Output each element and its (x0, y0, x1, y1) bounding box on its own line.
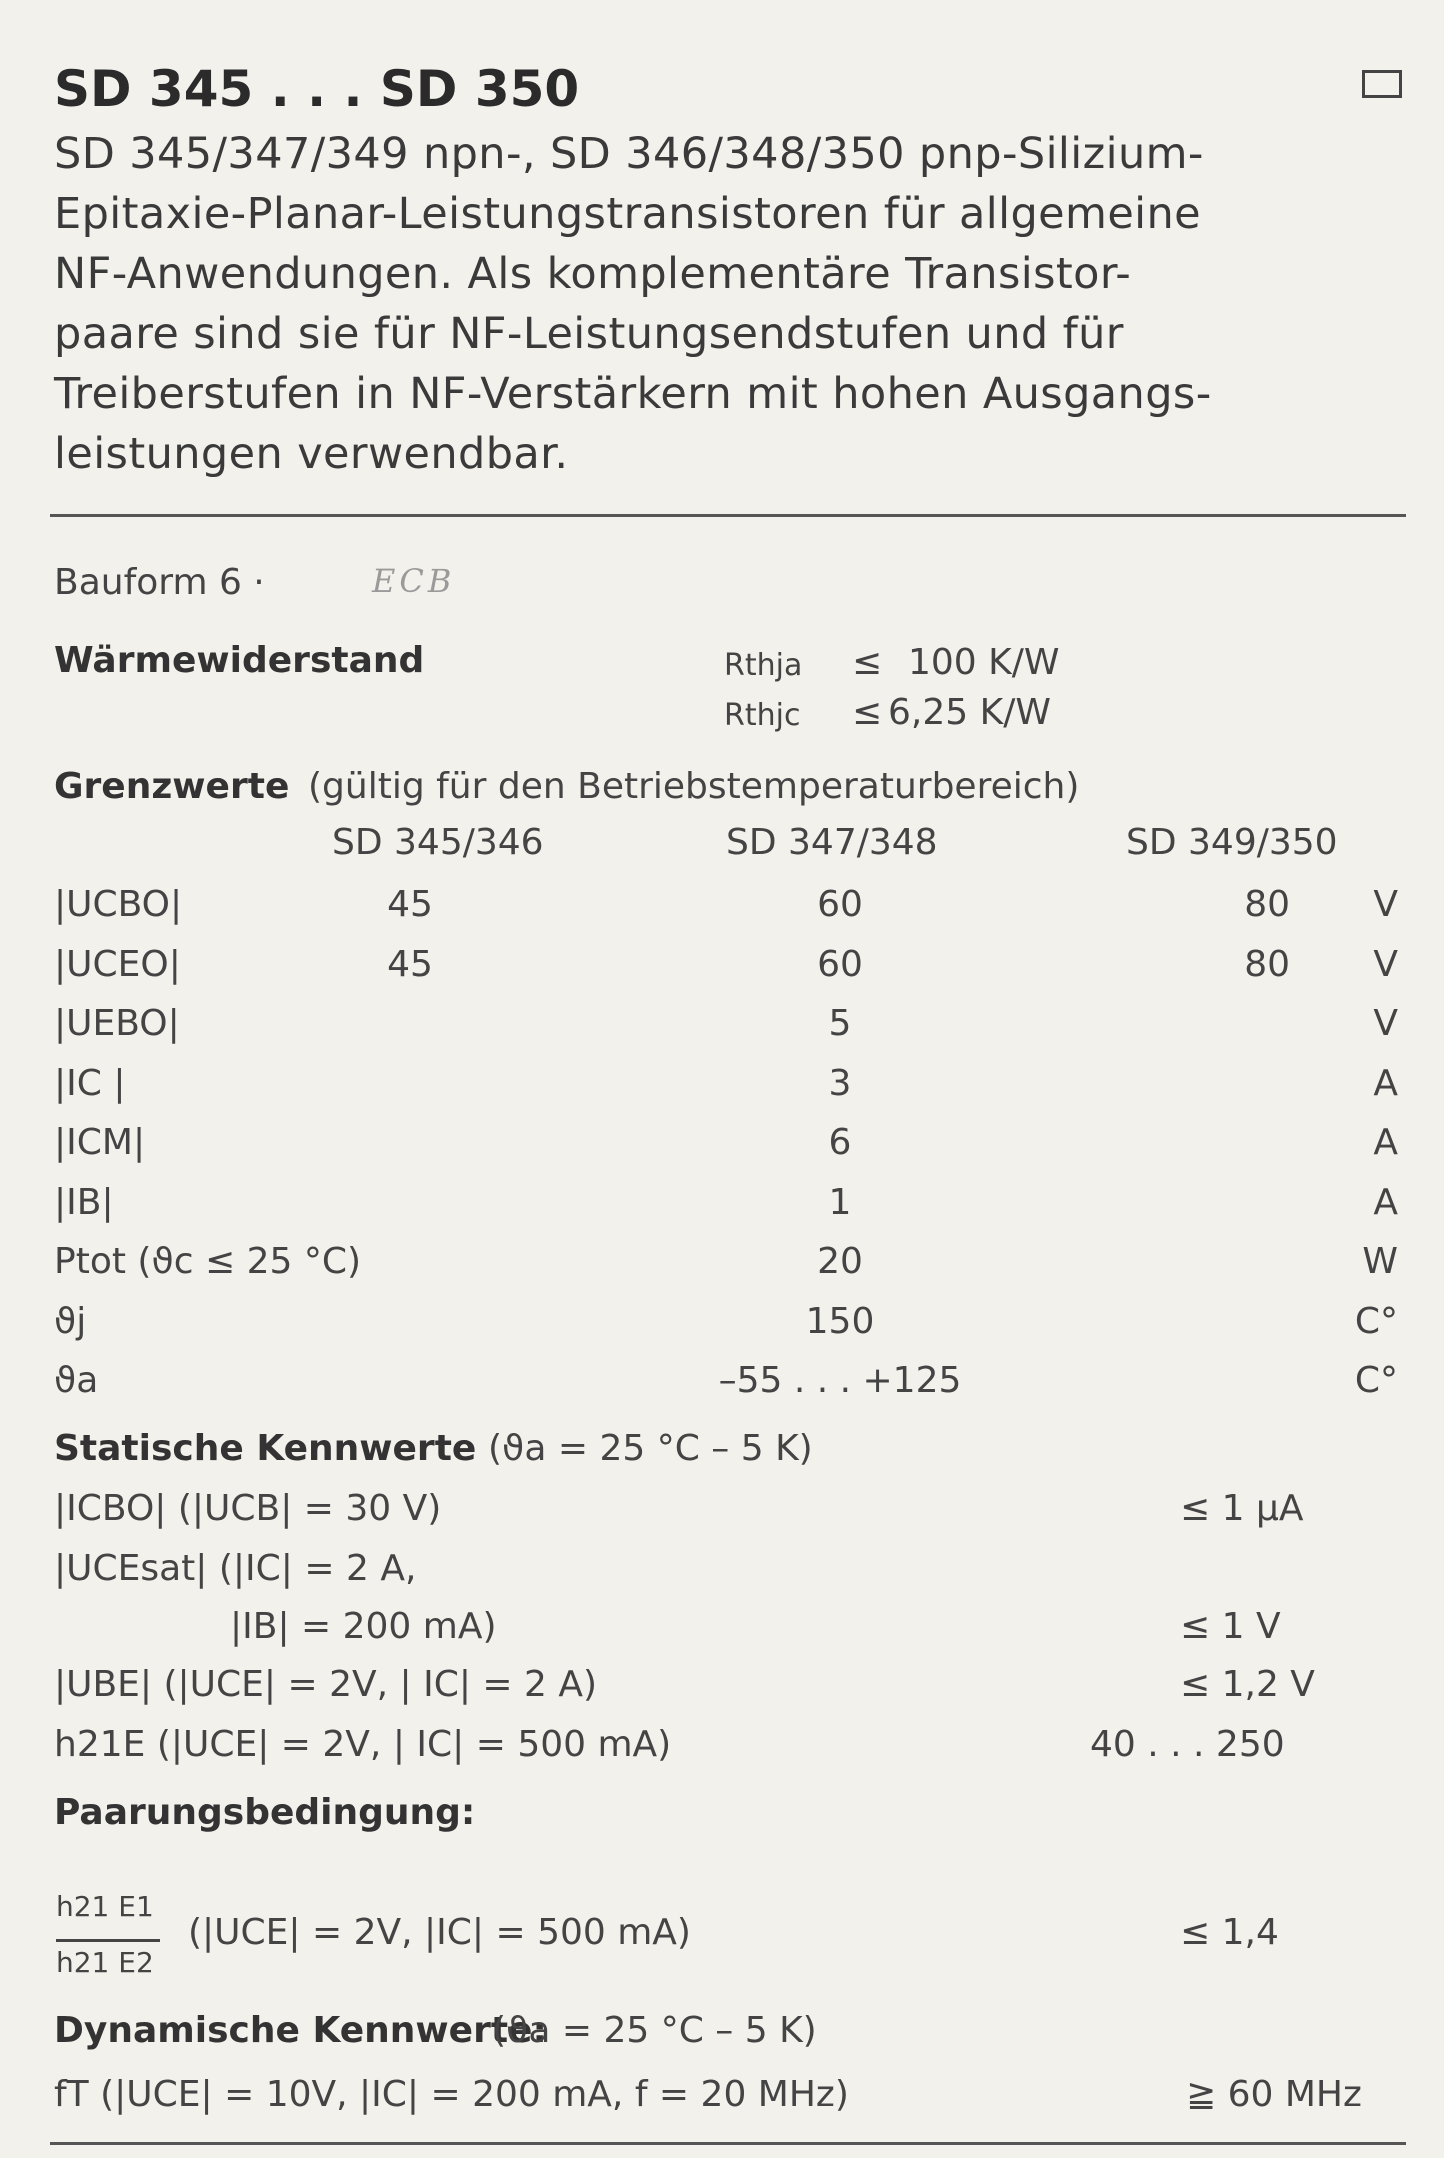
rthja-symbol: Rthja (724, 648, 803, 683)
static-row-param: |ICBO| (|UCB| = 30 V) (54, 1488, 442, 1529)
intro-line: SD 345/347/349 npn-, SD 346/348/350 pnp-Silizium- (54, 129, 1204, 179)
dynamic-heading: Dynamische Kennwerte: (54, 2010, 547, 2051)
limit-value-347-348: 5 (828, 1003, 852, 1044)
static-row-value: ≤ 1,2 V (1180, 1664, 1315, 1705)
bauform-handwritten-note: ECB (372, 562, 456, 600)
rthjc-relation: ≤ (852, 692, 883, 733)
pairing-value: ≤ 1,4 (1180, 1912, 1279, 1953)
dynamic-row-param: fT (|UCE| = 10V, |IC| = 200 mA, f = 20 MHz) (54, 2074, 849, 2115)
column-header: SD 345/346 (332, 822, 544, 863)
dynamic-row-value: ≧ 60 MHz (1186, 2074, 1362, 2115)
intro-line: leistungen verwendbar. (54, 429, 569, 479)
limit-value-347-348: 20 (817, 1241, 863, 1282)
static-row-value: ≤ 1 V (1180, 1606, 1281, 1647)
limit-unit: A (1373, 1182, 1398, 1223)
limit-value-349-350: 80 (1244, 884, 1290, 925)
pairing-heading: Paarungsbedingung: (54, 1792, 476, 1833)
rthjc-value: 6,25 K/W (888, 692, 1051, 733)
limit-value-349-350: 80 (1244, 944, 1290, 985)
intro-line: NF-Anwendungen. Als komplementäre Transistor- (54, 249, 1132, 299)
static-row-param: h21E (|UCE| = 2V, | IC| = 500 mA) (54, 1724, 672, 1765)
limit-unit: V (1373, 884, 1398, 925)
intro-line: Epitaxie-Planar-Leistungstransistoren für allgemeine (54, 189, 1202, 239)
intro-paragraph (54, 124, 1409, 484)
bauform-label: Bauform 6 · (54, 562, 265, 603)
limit-param: ϑa (54, 1360, 99, 1401)
column-header: SD 349/350 (1126, 822, 1338, 863)
limit-value-347-348: 6 (828, 1122, 852, 1163)
static-row-param: |UBE| (|UCE| = 2V, | IC| = 2 A) (54, 1664, 598, 1705)
limit-unit: C° (1354, 1360, 1398, 1401)
column-header: SD 347/348 (726, 822, 938, 863)
rthjc-symbol: Rthjc (724, 698, 801, 733)
pairing-condition: (|UCE| = 2V, |IC| = 500 mA) (188, 1912, 691, 1953)
static-row-param: |UCEsat| (|IC| = 2 A, (54, 1548, 417, 1589)
fraction-bar (56, 1939, 160, 1942)
pairing-numerator: h21 E1 (56, 1890, 154, 1923)
limit-value-345-346: 45 (387, 884, 433, 925)
limit-value-347-348: 1 (828, 1182, 852, 1223)
intro-line: Treiberstufen in NF-Verstärkern mit hohen Ausgangs- (54, 369, 1212, 419)
limit-unit: A (1373, 1063, 1398, 1104)
limit-unit: V (1373, 944, 1398, 985)
limit-value-347-348: 3 (828, 1063, 852, 1104)
pairing-denominator: h21 E2 (56, 1946, 154, 1979)
limit-param: ϑj (54, 1301, 87, 1342)
dynamic-condition: (ϑa = 25 °C – 5 K) (492, 2010, 817, 2051)
thermal-heading: Wärmewiderstand (54, 640, 425, 681)
page-title: SD 345 . . . SD 350 (54, 60, 580, 118)
limit-param: |IC | (54, 1063, 126, 1104)
limit-value-347-348: 60 (817, 944, 863, 985)
static-heading: Statische Kennwerte (54, 1428, 477, 1469)
limit-unit: V (1373, 1003, 1398, 1044)
limit-param: |UCBO| (54, 884, 183, 925)
checkbox-square-icon (1362, 70, 1402, 98)
rthja-value: 100 K/W (908, 642, 1060, 683)
limit-unit: W (1362, 1241, 1398, 1282)
static-row-param: |IB| = 200 mA) (230, 1606, 497, 1647)
divider-bottom (50, 2142, 1406, 2145)
limit-param: Ptot (ϑc ≤ 25 °C) (54, 1241, 362, 1282)
intro-line: paare sind sie für NF-Leistungsendstufen und für (54, 309, 1124, 359)
limit-param: |IB| (54, 1182, 114, 1223)
static-row-value: ≤ 1 μA (1180, 1488, 1304, 1529)
limit-value-347-348: 60 (817, 884, 863, 925)
limits-note: (gültig für den Betriebstemperaturbereich) (308, 766, 1080, 807)
limit-param: |UEBO| (54, 1003, 180, 1044)
limit-unit: C° (1354, 1301, 1398, 1342)
static-condition: (ϑa = 25 °C – 5 K) (488, 1428, 813, 1469)
limit-unit: A (1373, 1122, 1398, 1163)
limit-param: |UCEO| (54, 944, 181, 985)
static-row-value: 40 . . . 250 (1090, 1724, 1285, 1765)
divider-top (50, 514, 1406, 517)
limit-value-347-348: –55 . . . +125 (718, 1360, 962, 1401)
limit-value-347-348: 150 (805, 1301, 875, 1342)
limit-param: |ICM| (54, 1122, 146, 1163)
limit-value-345-346: 45 (387, 944, 433, 985)
rthja-relation: ≤ (852, 642, 883, 683)
limits-heading: Grenzwerte (54, 766, 290, 807)
